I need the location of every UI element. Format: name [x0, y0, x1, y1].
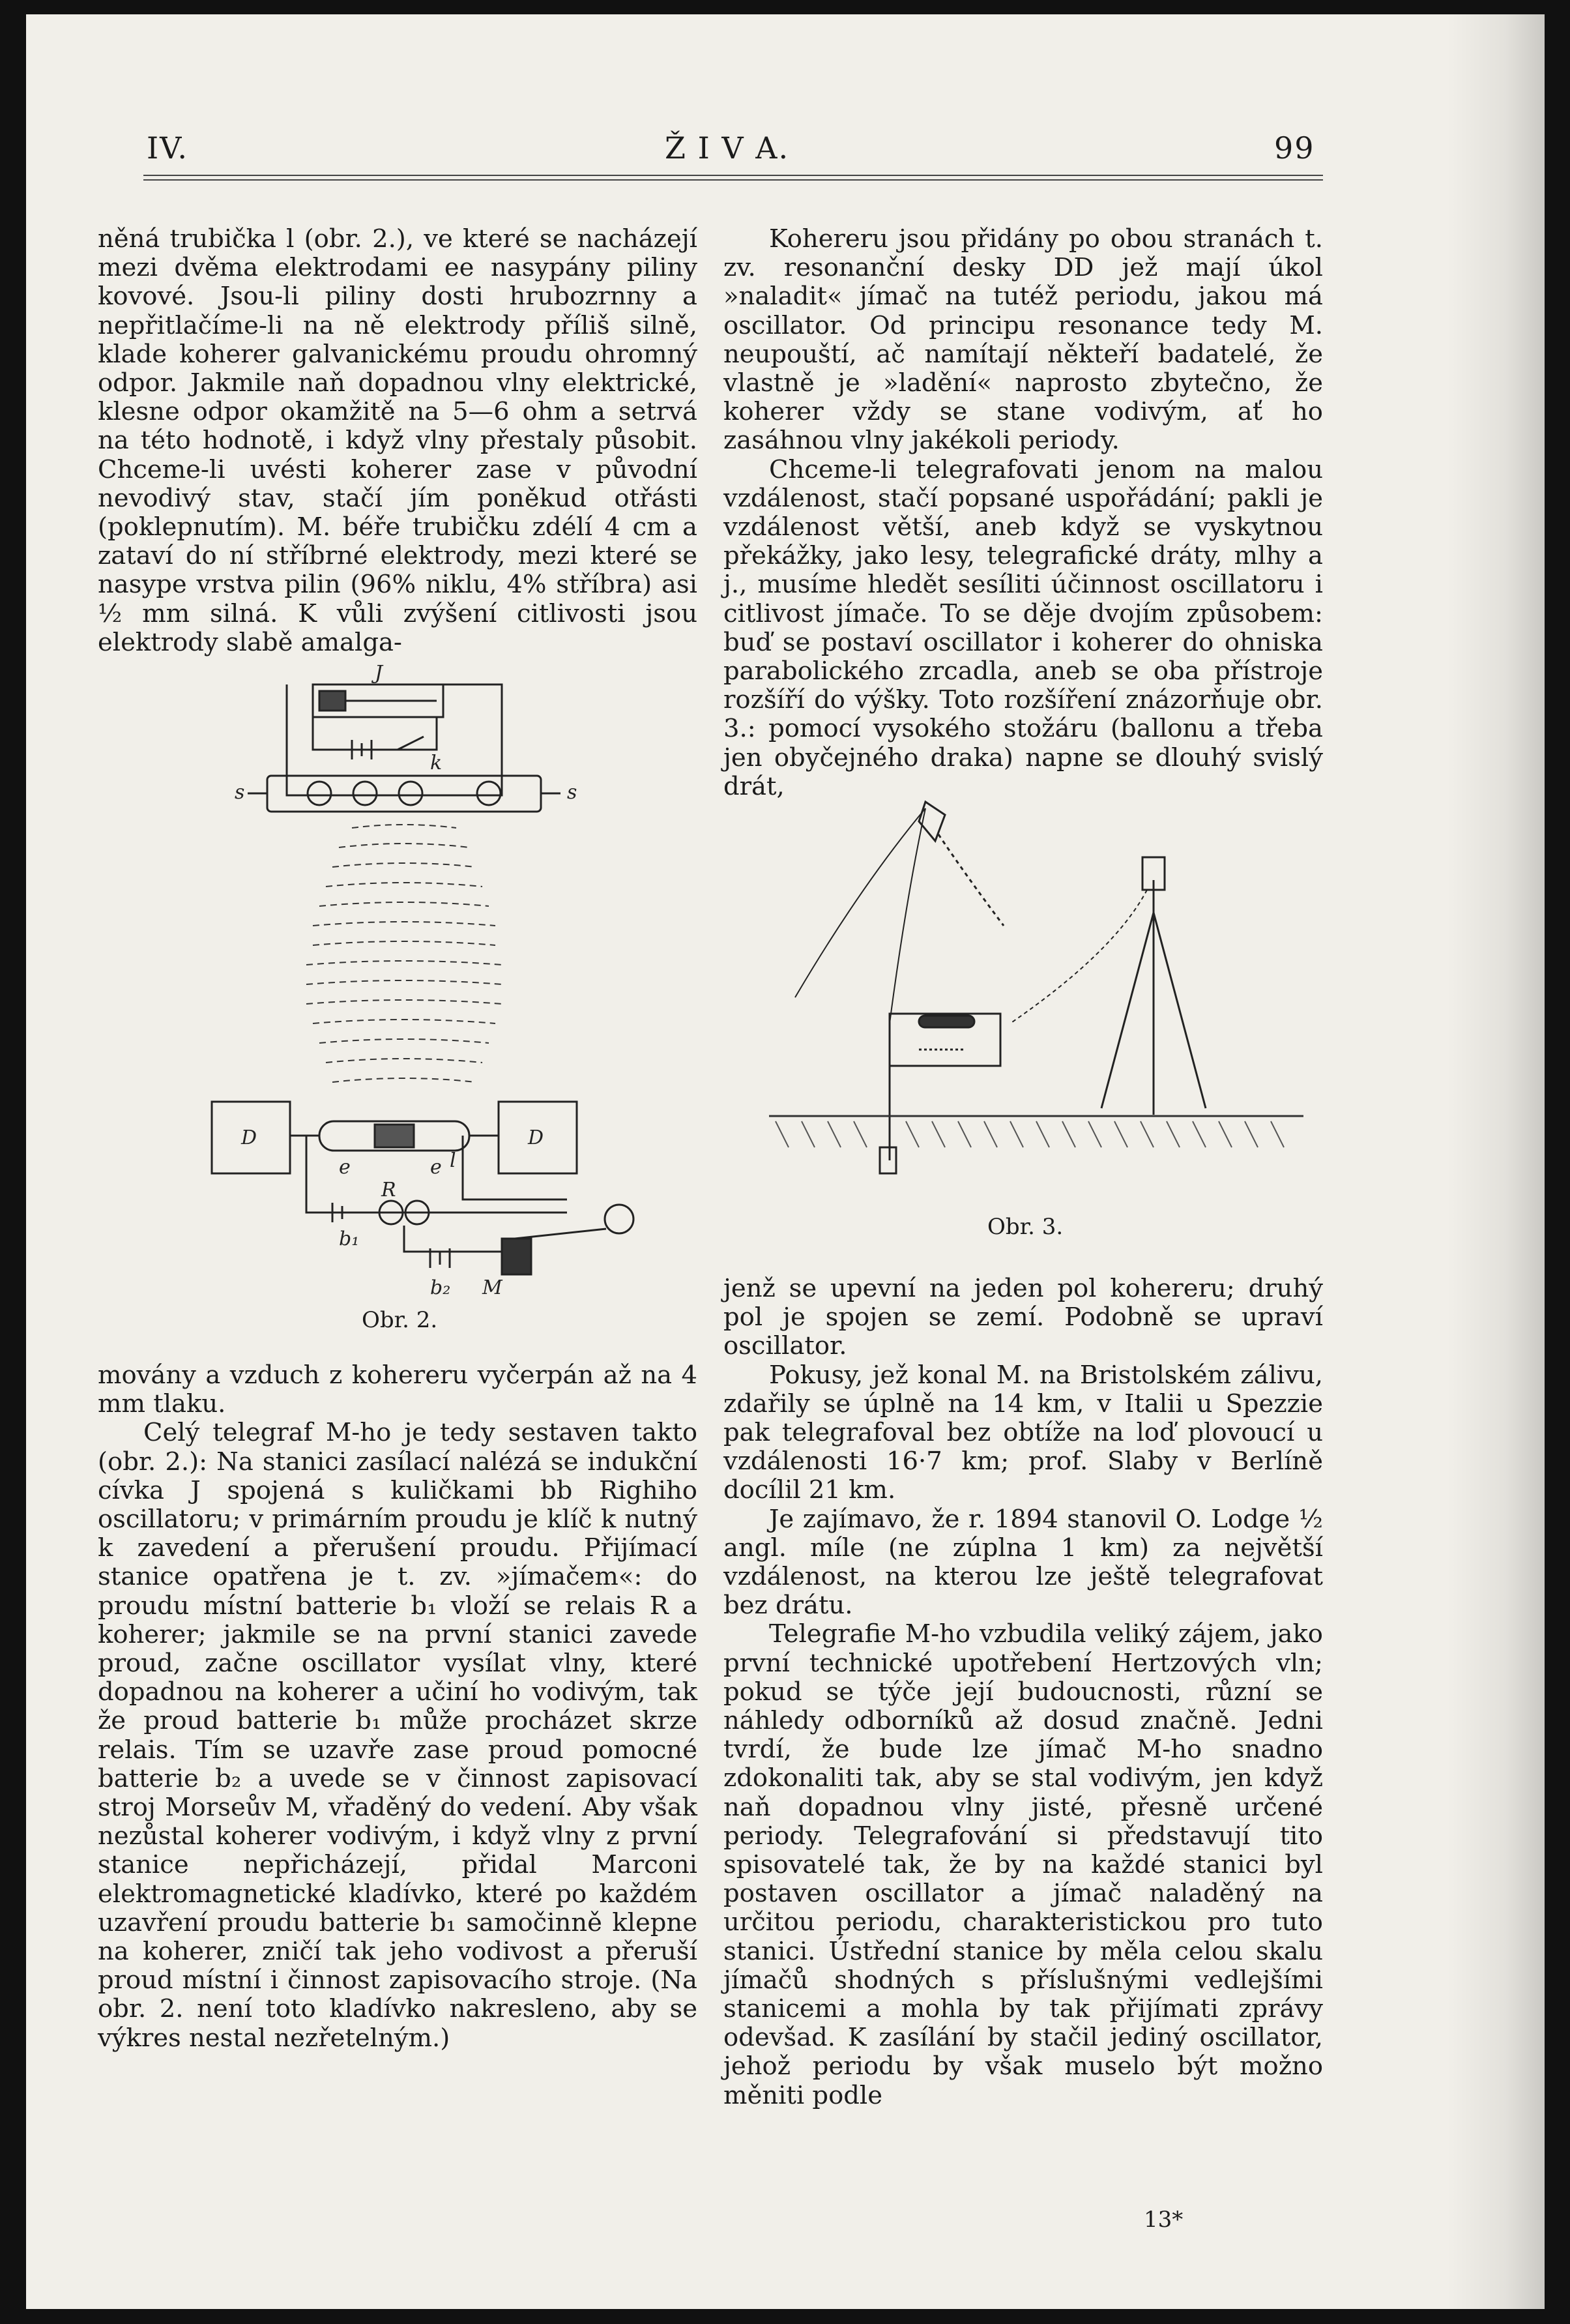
- right-column-bottom: [723, 1274, 1323, 2110]
- header-rule: [143, 175, 1323, 176]
- waves: [306, 825, 502, 1082]
- paper-roll: [605, 1205, 633, 1233]
- auxiliary-circuit: [404, 1226, 515, 1252]
- coherer: [919, 1016, 974, 1027]
- paragraph: Kohereru jsou přidány po obou stranách t. zv. resonanční desky DD jež mají úkol »naladit« jímač na tutéž periodu, jakou má oscillator. Od principu resonance tedy M. neupouští, ač namítají někteří badatelé, že vlastně je »ladění« naprosto zbytečno, že koherer vždy se stane vodivým, ať ho zasáhnou vlny jakékoli periody.: [723, 224, 1323, 456]
- figure-2-caption: Obr. 2.: [362, 1307, 438, 1333]
- label-s-right: s: [567, 781, 577, 804]
- label-s-left: s: [235, 781, 245, 804]
- right-column-top: [723, 225, 1323, 801]
- paragraph: Celý telegraf M-ho je tedy sestaven takto (obr. 2.): Na stanici zasílací nalézá se indukční cívka J spojená s kuličkami bb Righiho oscillatoru; v primárním proudu je klíč k nutný k zavedení a přerušení proudu. Přijímací stanice opatřena je t. zv. »jímačem«: do proudu místní batterie b₁ vloží se relais R a koherer; jakmile se na první stanici zavede proud, začne oscillator vysílat vlny, které dopadnou na koherer a učiní ho vodivým, tak že proud batterie b₁ může procházet skrze relais. Tím se uzavře zase proud pomocné batterie b₂ a uvede se v činnost zapisovací stroj Morseův M, vřaděný do vedení. Aby však nezůstal koherer vodivým, i když vlny z první stanice nepřicházejí, přidal Marconi elektromagnetické kladívko, které po každém uzavření proudu batterie b₁ samočinně klepne na koherer, zničí tak jeho vodivost a přeruší proud místní i činnost zapisovacího stroje. (Na obr. 2. není toto kladívko nakresleno, aby se výkres nestal nezřetelným.): [98, 1418, 697, 2053]
- oscillator-ball: [308, 782, 331, 805]
- primary-circuit: [313, 717, 437, 750]
- paragraph: Telegrafie M-ho vzbudila veliký zájem, jako první technické upotřebení Hertzových vln; pokud se týče její budoucnosti, různí se náhledy odborníků až dosud značně. Jedni tvrdí, že bude lze jímač M-ho snadno zdokonaliti tak, aby se stal vodivým, jen když naň dopadnou vlny jisté, přesně určené periody. Telegrafování si představují tito spisovatelé tak, že by na každé stanici byl postaven oscillator a jímač naladěný na určitou periodu, charakteristickou pro tuto stanici. Ústřední stanice by měla celou skalu jímačů shodných s příslušnými vedlejšími stanicemi a mohla by tak přijímati zprávy odevšad. K zasílání by stačil jediný oscillator, jehož periodu by však muselo být možno měniti podle: [723, 1619, 1323, 2110]
- label-e-right: e: [430, 1156, 442, 1179]
- kite-tail: [938, 834, 1004, 926]
- left-column-bottom: [98, 1361, 697, 2053]
- antenna-wire: [890, 808, 925, 1023]
- label-e-left: e: [339, 1156, 351, 1179]
- left-column-top: [98, 225, 697, 657]
- signature-mark: 13*: [1144, 2207, 1184, 2233]
- header-title: Ž I V A.: [665, 130, 790, 166]
- label-b2: b₂: [430, 1276, 451, 1299]
- coil-core: [319, 691, 345, 711]
- label-D-left: D: [241, 1126, 257, 1149]
- figure-2: [235, 662, 658, 1304]
- receiver-circuit: [463, 1136, 567, 1199]
- paragraph: jenž se upevní na jeden pol kohereru; druhý pol je spojen se zemí. Podobně se upraví oscillator.: [723, 1274, 1323, 1361]
- label-M: M: [482, 1276, 502, 1299]
- figure-3: [749, 782, 1323, 1199]
- paragraph: něná trubička l (obr. 2.), ve které se nacházejí mezi dvěma elektrodami ee nasypány piliny kovové. Jsou-li piliny dosti hrubozrnny a nepřitlačíme-li na ně elektrody příliš silně, klade koherer galvanickému proudu ohromný odpor. Jakmile naň dopadnou vlny elektrické, klesne odpor okamžitě na 5—6 ohm a setrvá na této hodnotě, i když vlny přestaly působit. Chceme-li uvésti koherer zase v původní nevodivý stav, stačí jím poněkud otřásti (poklepnutím). M. béře trubičku zdélí 4 cm a zataví do ní stříbrné elektrody, mezi které se nasype vrstva pilin (96% niklu, 4% stříbra) asi ½ mm silná. K vůli zvýšení citlivosti jsou elektrody slabě amalga-: [98, 224, 697, 657]
- oscillator-ball: [399, 782, 422, 805]
- label-D-right: D: [528, 1126, 544, 1149]
- mast-leg: [1154, 913, 1206, 1108]
- ground: [769, 1116, 1303, 1147]
- key-lever: [398, 737, 424, 750]
- coherer-filings: [375, 1125, 414, 1147]
- page-edge-shadow: [1447, 14, 1545, 2309]
- label-l: l: [450, 1149, 456, 1172]
- oscillator-ball: [477, 782, 501, 805]
- morse-lever: [515, 1229, 606, 1239]
- paragraph: movány a vzduch z kohereru vyčerpán až na 4 mm tlaku.: [98, 1361, 697, 1419]
- figure-3-caption: Obr. 3.: [987, 1214, 1064, 1240]
- label-J: J: [375, 662, 383, 684]
- kite-string: [795, 808, 925, 997]
- header-volume: IV.: [147, 130, 188, 166]
- label-k: k: [430, 752, 443, 774]
- oscillator-ball: [353, 782, 377, 805]
- paragraph: Pokusy, jež konal M. na Bristolském zálivu, zdařily se úplně na 14 km, v Italii u Spezzie pak telegrafoval bez obtíže na loď plovoucí u vzdálenosti 16·7 km; prof. Slaby v Berlíně docílil 21 km.: [723, 1360, 1323, 1505]
- mast-wire: [1010, 890, 1147, 1023]
- label-b1: b₁: [339, 1228, 360, 1250]
- paragraph: Chceme-li telegrafovati jenom na malou vzdálenost, stačí popsané uspořádání; pakli je vzdálenost větší, aneb když se vyskytnou překážky, jako lesy, telegrafické dráty, mlhy a j., musíme hledět sesíliti účinnost oscillatoru i citlivost jímače. To se děje dvojím způsobem: buď se postaví oscillator i koherer do ohniska parabolického zrcadla, aneb se oba přístroje rozšíří do výšky. Toto rozšíření znázorňuje obr. 3.: pomocí vysokého stožáru (ballonu a třeba jen obyčejného draka) napne se dlouhý svislý drát,: [723, 454, 1323, 801]
- header-rule-2: [143, 179, 1323, 181]
- label-R: R: [381, 1179, 396, 1201]
- paragraph: Je zajímavo, že r. 1894 stanovil O. Lodge ½ angl. míle (ne zúplna 1 km) za největší vzdálenost, na kterou lze ještě telegrafovat bez drátu.: [723, 1504, 1323, 1621]
- ground-plate: [880, 1147, 896, 1173]
- morse-writer: [502, 1239, 531, 1274]
- header-page-number: 99: [1274, 130, 1315, 166]
